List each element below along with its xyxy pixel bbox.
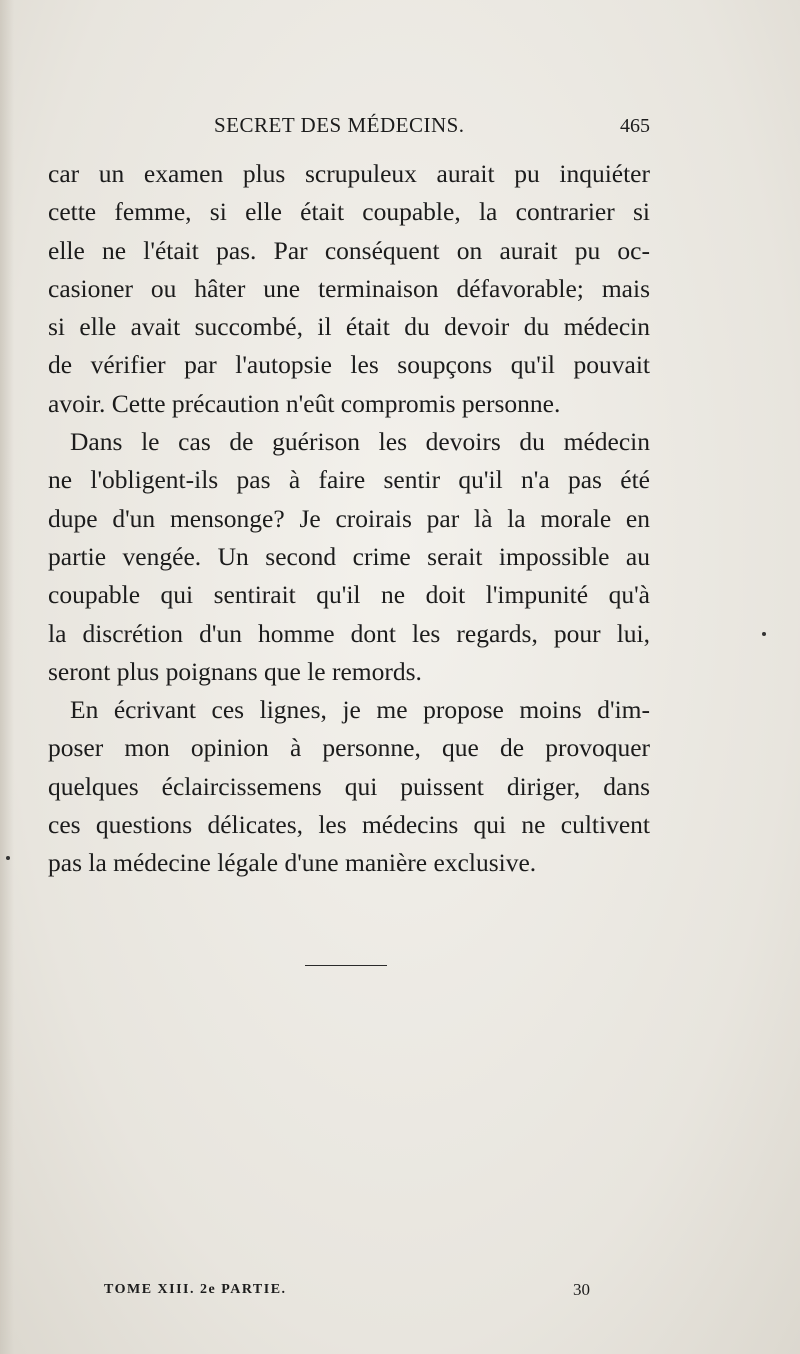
text-line: si elle avait succombé, il était du devoir du médecin bbox=[48, 312, 650, 342]
text-line: poser mon opinion à personne, que de provoquer bbox=[48, 733, 650, 763]
running-title: SECRET DES MÉDECINS. bbox=[214, 113, 465, 137]
text-line: la discrétion d'un homme dont les regards, pour lui, bbox=[48, 618, 650, 648]
text-line: pas la médecine légale d'une manière exclusive. bbox=[48, 848, 537, 878]
volume-info: TOME XIII. 2e PARTIE. bbox=[104, 1282, 287, 1297]
ink-speck bbox=[762, 632, 766, 636]
text-line: coupable qui sentirait qu'il ne doit l'impunité qu'à bbox=[48, 580, 650, 610]
text-line: casioner ou hâter une terminaison défavorable; mais bbox=[48, 273, 650, 303]
text-line: car un examen plus scrupuleux aurait pu inquiéter bbox=[48, 159, 650, 188]
text-line: de vérifier par l'autopsie les soupçons qu'il pouvait bbox=[48, 350, 650, 380]
text-line: elle ne l'était pas. Par conséquent on aurait pu oc- bbox=[48, 235, 650, 265]
text-line: avoir. Cette précaution n'eût compromis personne. bbox=[48, 388, 561, 418]
signature-mark: 30 bbox=[573, 1280, 590, 1299]
text-line: quelques éclaircissemens qui puissent diriger, dans bbox=[48, 771, 650, 801]
page-header bbox=[48, 113, 650, 149]
text-line: En écrivant ces lignes, je me propose moins d'im- bbox=[70, 695, 650, 725]
text-line: ces questions délicates, les médecins qui ne cultivent bbox=[48, 810, 650, 840]
text-line: partie vengée. Un second crime serait impossible au bbox=[48, 541, 650, 571]
text-line: Dans le cas de guérison les devoirs du médecin bbox=[70, 427, 650, 457]
page-footer bbox=[48, 1282, 650, 1306]
page-number: 465 bbox=[620, 115, 650, 137]
text-line: ne l'obligent-ils pas à faire sentir qu'il n'a pas été bbox=[48, 465, 650, 495]
section-separator-rule bbox=[305, 965, 387, 966]
text-line: seront plus poignans que le remords. bbox=[48, 656, 422, 686]
body-text bbox=[48, 155, 650, 883]
text-line: cette femme, si elle était coupable, la contrarier si bbox=[48, 197, 650, 227]
text-line: dupe d'un mensonge? Je croirais par là la morale en bbox=[48, 503, 650, 533]
scan-edge-shadow bbox=[0, 0, 14, 1354]
ink-speck bbox=[6, 856, 10, 860]
